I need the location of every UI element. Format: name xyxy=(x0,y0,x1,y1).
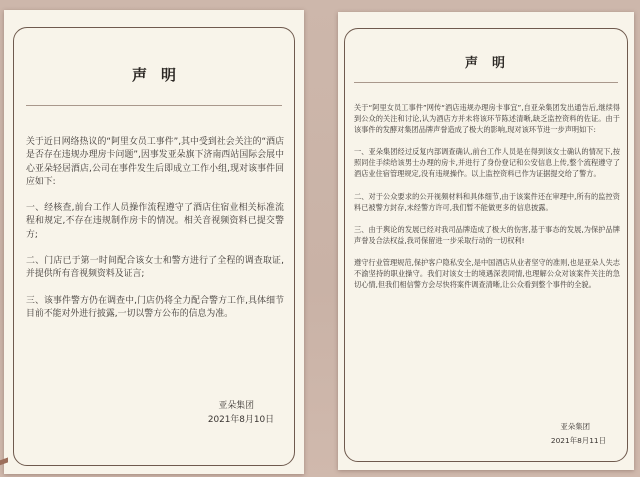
right-paragraph-1: 一、亚朵集团经过反复内部调查确认,前台工作人员是在得到该女士确认的情况下,按照同住手续给该男士办理的房卡,并进行了身份登记和公安信息上传,整个流程遵守了酒店业住宿管理规定,没有违规操作。以上监控资料已作为证据提交给了警方。 xyxy=(354,147,620,179)
right-signoff xyxy=(551,420,606,448)
background-decoration xyxy=(0,447,8,477)
right-title-divider xyxy=(354,82,618,83)
right-paragraph-3: 三、由于舆论的发展已经对我司品牌造成了极大的伤害,基于事态的发展,为保护品牌声誉及合法权益,我司保留进一步采取行动的一切权利! xyxy=(354,224,620,245)
right-statement-sheet xyxy=(338,12,634,470)
right-statement-title: 声明 xyxy=(464,56,519,71)
right-paragraph-closing: 遵守行业管理规范,保护客户隐私安全,是中国酒店从业者坚守的准则,也是亚朵人失志不渝坚持的职业操守。我们对该女士的境遇深表同情,也理解公众对该案件关注的急切心情,但我们相信警方会尽快将案件调查清晰,让公众看到整个事件的全貌。 xyxy=(354,257,620,290)
left-statement-sheet xyxy=(4,10,304,474)
right-paragraph-2: 二、对于公众要求的公开视频材料和具体细节,由于该案件还在审理中,所有的监控资料已被警方封存,未经警方许可,我们暂不能做更多的信息披露。 xyxy=(354,191,620,212)
left-paragraph-1: 一、经核查,前台工作人员操作流程遵守了酒店住宿业相关标准流程和规定,不存在违规制作房卡的情况。相关音视频资料已提交警方; xyxy=(26,203,284,240)
left-statement-title: 声明 xyxy=(131,66,190,84)
right-organization: 亚朵集团 xyxy=(560,422,590,431)
left-paragraph-intro: 关于近日网络热议的“阿里女员工事件”,其中受到社会关注的“酒店是否存在违规办理房卡问题”,因事发亚朵旗下济南西站国际会展中心亚朵轻居酒店,公司在事件发生后即成立工作小组,现对该事件回应如下: xyxy=(26,137,284,187)
right-date: 2021年8月11日 xyxy=(550,436,606,445)
right-statement-body xyxy=(354,102,620,290)
left-paragraph-3: 三、该事件警方仍在调查中,门店仍将全力配合警方工作,具体细节目前不能对外进行披露,一切以警方公布的信息为准。 xyxy=(26,295,284,319)
left-paragraph-2: 二、门店已于第一时间配合该女士和警方进行了全程的调查取证,并提供所有音视频资料及证言; xyxy=(26,256,284,280)
left-statement-body xyxy=(26,136,284,321)
left-organization: 亚朵集团 xyxy=(218,401,254,411)
left-title-divider xyxy=(26,105,282,106)
right-paragraph-intro: 关于“阿里女员工事件”网传“酒店违规办理房卡事宜”,自亚朵集团发出通告后,继续得到公众的关注和讨论,认为酒店方并未将该环节陈述清晰,缺乏监控资料的佐证。由于该事件的发酵对集团品牌声誉造成了极大的影响,现对该环节进一步声明如下: xyxy=(354,103,620,135)
left-date: 2021年8月10日 xyxy=(207,415,274,425)
left-signoff xyxy=(208,399,274,427)
